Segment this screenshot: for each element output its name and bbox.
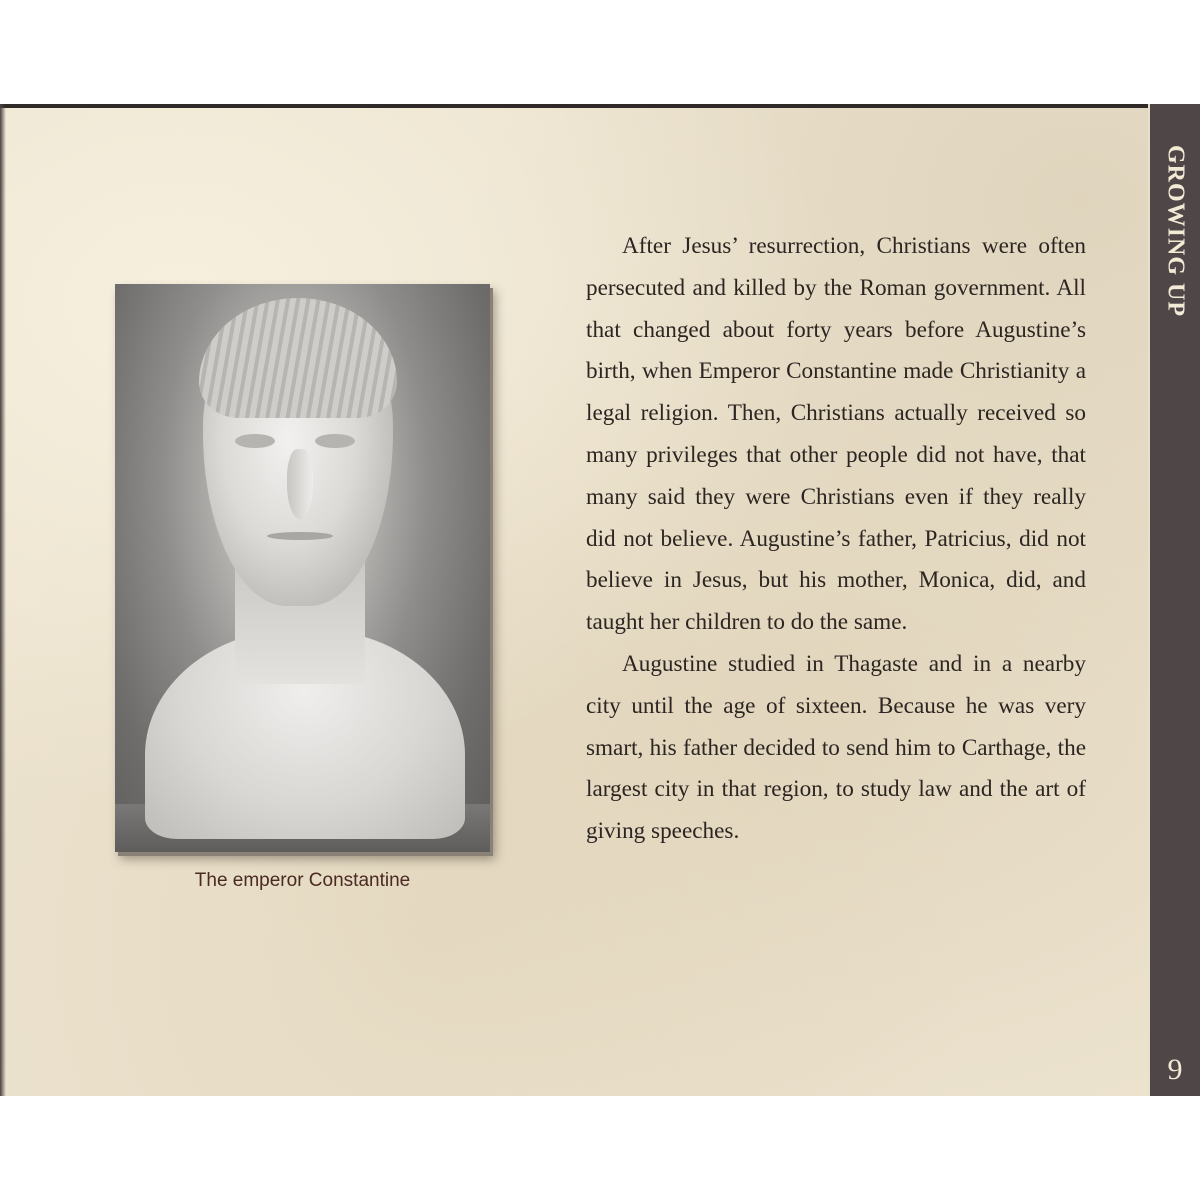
constantine-bust-photo bbox=[115, 284, 490, 852]
bust-right-eye bbox=[315, 434, 355, 448]
paragraph: Augustine studied in Thagaste and in a nearby city until the age of sixteen. Because he was very smart, his father decided to send him to Carthage, the largest city in that region, to study law and the art of giving speeches. bbox=[586, 650, 1086, 845]
page-left-edge bbox=[0, 104, 6, 1096]
chapter-title: GROWING UP bbox=[1162, 145, 1189, 317]
page-number: 9 bbox=[1167, 1053, 1183, 1086]
bust-hair bbox=[199, 298, 397, 418]
page-top-edge bbox=[0, 104, 1148, 108]
photo-caption: The emperor Constantine bbox=[194, 870, 411, 891]
paragraph: After Jesus’ resurrection, Christians were often persecuted and killed by the Roman government. All that changed about forty years before Augustine’s birth, when Emperor Constantine made Christianity a legal religion. Then, Christians actually received so many privileges that other people did not have, that many said they were Christians even if they really did not believe. Augustine’s father, Patricius, did not believe in Jesus, but his mother, Monica, did, and taught her children to do the same. bbox=[586, 233, 1086, 636]
bust-mouth bbox=[267, 532, 333, 540]
bust-nose bbox=[287, 449, 313, 519]
bust-left-eye bbox=[235, 434, 275, 448]
article-body bbox=[586, 226, 1086, 853]
